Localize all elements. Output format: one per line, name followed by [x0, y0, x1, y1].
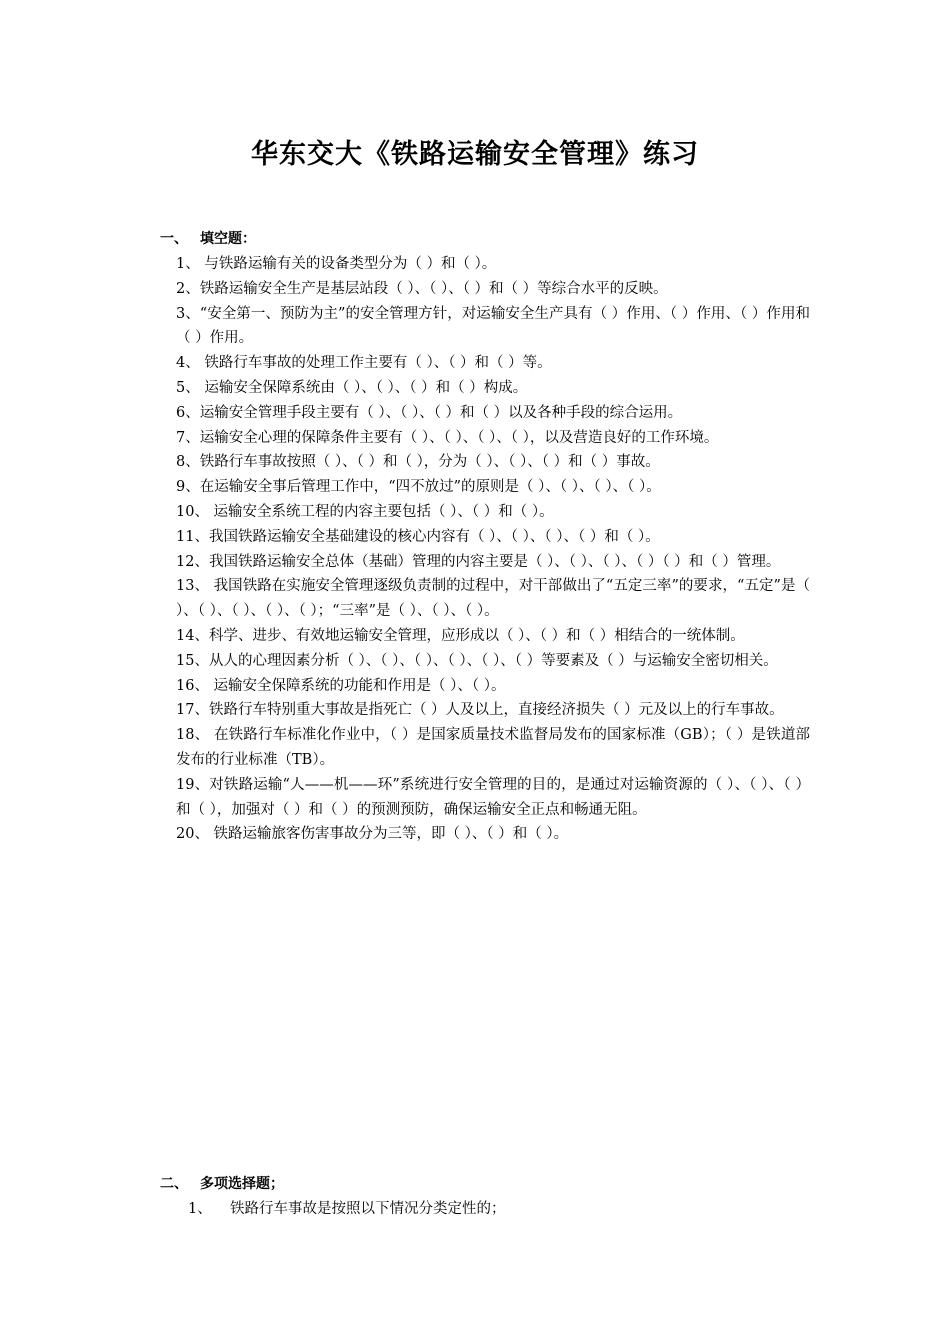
question-item: 11、我国铁路运输安全基础建设的核心内容有（ ）、（ ）、（ ）、（ ）和（ ）。 — [176, 528, 660, 545]
section-number: 二、 — [160, 1176, 188, 1192]
question-item: 4、 铁路行车事故的处理工作主要有（ ）、（ ）和（ ）等。 — [176, 355, 552, 372]
question-item: 20、 铁路运输旅客伤害事故分为三等，即（ ）、（ ）和（ ）。 — [176, 826, 569, 843]
question-item: 16、 运输安全保障系统的功能和作用是（ ）、（ ）。 — [176, 677, 506, 694]
section-number: 一、 — [160, 231, 188, 247]
question-item: 3、“安全第一、预防为主”的安全管理方针，对运输安全生产具有（ ）作用、（ ）作用、（ ）作用和（ ）作用。 — [176, 305, 810, 347]
question-list — [176, 252, 810, 847]
section-heading-multiple-choice — [160, 1173, 284, 1193]
question-item: 6、运输安全管理手段主要有（ ）、（ ）、（ ）和（ ）以及各种手段的综合运用。 — [176, 404, 683, 421]
question-item: 17、铁路行车特别重大事故是指死亡（ ）人及以上，直接经济损失（ ）元及以上的行车事故。 — [176, 702, 784, 719]
question-item: 2、铁路运输安全生产是基层站段（ ）、（ ）、（ ）和（ ）等综合水平的反映。 — [176, 280, 668, 297]
section-heading-fill-in-blank — [160, 228, 256, 248]
question-item: 9、在运输安全事后管理工作中，“四不放过”的原则是（ ）、（ ）、（ ）、（ ）。 — [176, 479, 661, 496]
question-item: 13、 我国铁路在实施安全管理逐级负责制的过程中，对干部做出了“五定三率”的要求，“五定”是（ ）、（ ）、（ ）、（ ）、（ ）；“三率”是（ ）、（ ）、（ ）。 — [176, 578, 810, 620]
question-item: 8、铁路行车事故按照（ ）、（ ）和（ ），分为（ ）、（ ）、（ ）和（ ）事故。 — [176, 454, 660, 471]
question-item: 18、 在铁路行车标准化作业中，（ ）是国家质量技术监督局发布的国家标准（GB）；（ ）是铁道部发布的行业标准（TB）。 — [176, 727, 810, 768]
section-title: 填空题： — [200, 231, 256, 247]
question-text: 铁路行车事故是按照以下情况分类定性的； — [230, 1201, 506, 1217]
question-item: 7、运输安全心理的保障条件主要有（ ）、（ ）、（ ）、（ ），以及营造良好的工作环境。 — [176, 429, 719, 446]
multiple-choice-question — [188, 1197, 506, 1221]
question-item: 15、从人的心理因素分析（ ）、（ ）、（ ）、（ ）、（ ）、（ ）等要素及（ ）与运输安全密切相关。 — [176, 652, 778, 669]
question-item: 19、对铁路运输“人——机——环”系统进行安全管理的目的，是通过对运输资源的（ ）、（ ）、（ ）和（ ），加强对（ ）和（ ）的预测预防，确保运输安全正点和畅通无阻。 — [176, 776, 810, 818]
question-item: 14、科学、进步、有效地运输安全管理，应形成以（ ）、（ ）和（ ）相结合的一统体制。 — [176, 627, 745, 644]
question-item: 5、 运输安全保障系统由（ ）、（ ）、（ ）和（ ）构成。 — [176, 379, 528, 396]
page-title: 华东交大《铁路运输安全管理》练习 — [251, 139, 699, 170]
question-item: 10、 运输安全系统工程的内容主要包括（ ）、（ ）和（ ）。 — [176, 503, 554, 520]
section-title: 多项选择题； — [200, 1176, 284, 1192]
question-number: 1、 — [188, 1201, 212, 1217]
question-item: 1、 与铁路运输有关的设备类型分为（ ）和（ ）。 — [176, 256, 497, 272]
question-item: 12、我国铁路运输安全总体（基础）管理的内容主要是（ ）、（ ）、（ ）、（ ）（ ）和（ ）管理。 — [176, 553, 781, 570]
